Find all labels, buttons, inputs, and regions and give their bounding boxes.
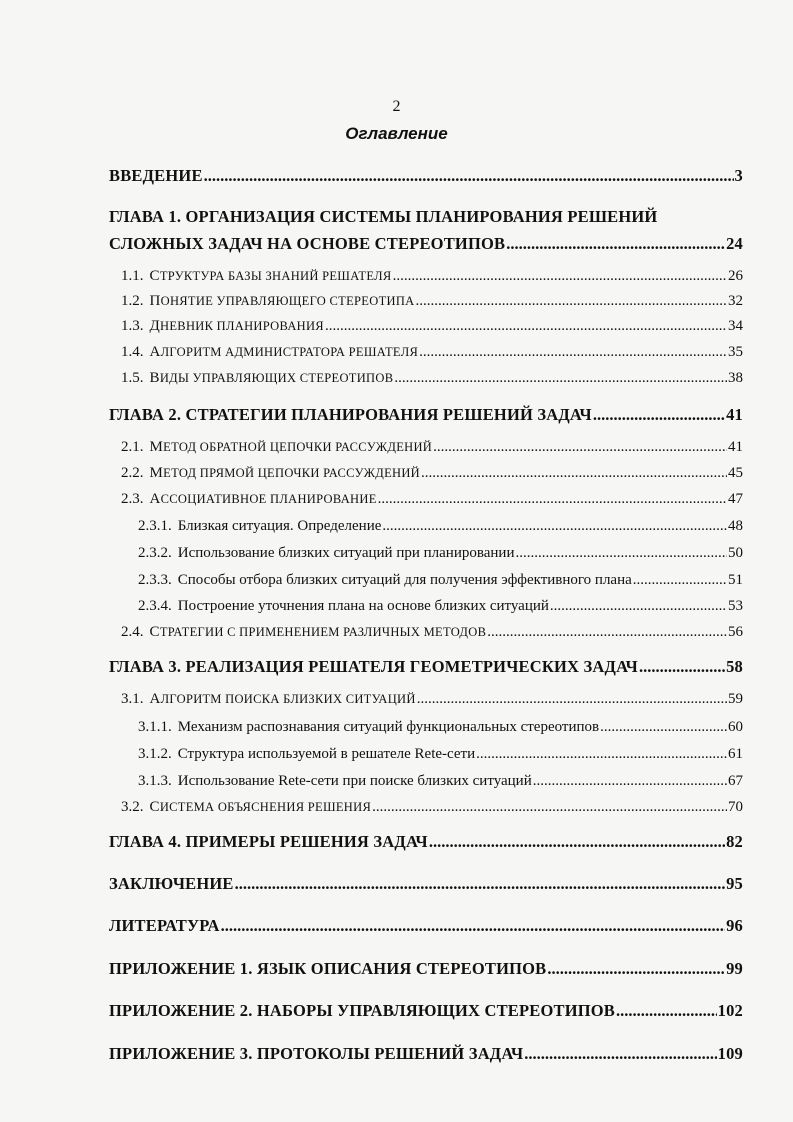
- toc-entry-page: 99: [726, 959, 743, 978]
- page-number: 2: [392, 98, 401, 115]
- toc-entry-page: 34: [728, 318, 743, 334]
- toc-entry-page: 61: [728, 746, 743, 762]
- toc-entry-subsection-2-3-2[interactable]: [138, 542, 743, 564]
- toc-entry-page: 24: [726, 234, 743, 253]
- toc-entry-introduction[interactable]: [109, 165, 743, 187]
- section-number: 3.1.: [121, 691, 144, 707]
- section-number: 2.2.: [121, 465, 144, 481]
- subsection-number: 3.1.3.: [138, 773, 172, 789]
- dot-leader: [378, 488, 727, 510]
- dot-leader: [533, 770, 727, 792]
- subsection-number: 3.1.2.: [138, 746, 172, 762]
- dot-leader: [393, 265, 727, 287]
- toc-entry-label: ГЛАВА 2. СТРАТЕГИИ ПЛАНИРОВАНИЯ РЕШЕНИЙ ЗАДАЧ: [109, 405, 592, 424]
- dot-leader: [419, 341, 727, 363]
- toc-entry-label: ГЛАВА 3. РЕАЛИЗАЦИЯ РЕШАТЕЛЯ ГЕОМЕТРИЧЕСКИХ ЗАДАЧ: [109, 657, 638, 676]
- section-title-initial: С: [149, 268, 160, 284]
- toc-entry-appendix-2[interactable]: [109, 1000, 743, 1022]
- section-number: 1.1.: [121, 268, 144, 284]
- dot-leader: [429, 831, 725, 853]
- toc-entry-subsection-2-3-4[interactable]: [138, 595, 743, 617]
- section-title-initial: Д: [149, 318, 161, 334]
- toc-entry-page: 35: [728, 344, 743, 360]
- dot-leader: [382, 515, 727, 537]
- section-title-initial: А: [149, 691, 161, 707]
- toc-entry-page: 26: [728, 268, 743, 284]
- dot-leader: [487, 621, 727, 643]
- toc-entry-section-1-2[interactable]: [121, 290, 743, 312]
- section-title: ИСТЕМА ОБЪЯСНЕНИЯ РЕШЕНИЯ: [159, 800, 372, 814]
- toc-entry-page: 41: [726, 405, 743, 424]
- toc-entry-page: 48: [728, 518, 743, 534]
- toc-entry-page: 67: [728, 773, 743, 789]
- toc-entry-section-3-2[interactable]: [121, 796, 743, 818]
- toc-entry-page: 51: [728, 572, 743, 588]
- toc-entry-section-3-1[interactable]: [121, 688, 743, 710]
- section-number: 2.1.: [121, 439, 144, 455]
- dot-leader: [516, 542, 728, 564]
- toc-entry-literature[interactable]: [109, 915, 743, 937]
- toc-entry-chapter-3[interactable]: [109, 656, 743, 678]
- toc-entry-chapter-4[interactable]: [109, 831, 743, 853]
- toc-entry-chapter-2[interactable]: [109, 404, 743, 426]
- section-title: ОНЯТИЕ УПРАВЛЯЮЩЕГО СТЕРЕОТИПА: [160, 294, 415, 308]
- dot-leader: [204, 165, 734, 187]
- toc-entry-chapter-1-line1[interactable]: ГЛАВА 1. ОРГАНИЗАЦИЯ СИСТЕМЫ ПЛАНИРОВАНИЯ РЕШЕНИЙ: [109, 207, 658, 226]
- toc-entry-subsection-3-1-3[interactable]: [138, 770, 743, 792]
- toc-entry-subsection-3-1-1[interactable]: [138, 716, 743, 738]
- dot-leader: [550, 595, 727, 617]
- toc-entry-page: 82: [726, 832, 743, 851]
- section-number: 2.4.: [121, 624, 144, 640]
- toc-entry-section-2-1[interactable]: [121, 436, 743, 458]
- dot-leader: [524, 1043, 716, 1065]
- toc-entry-section-1-3[interactable]: [121, 315, 743, 337]
- dot-leader: [616, 1000, 717, 1022]
- toc-entry-page: 32: [728, 293, 743, 309]
- toc-entry-subsection-2-3-3[interactable]: [138, 569, 743, 591]
- section-number: 3.2.: [121, 799, 144, 815]
- subsection-title: Использование Rete-сети при поиске близких ситуаций: [177, 773, 532, 789]
- toc-entry-section-2-3[interactable]: [121, 488, 743, 510]
- section-number: 1.2.: [121, 293, 144, 309]
- section-title-initial: А: [149, 344, 161, 360]
- toc-title: Оглавление: [345, 124, 448, 143]
- toc-entry-label: СЛОЖНЫХ ЗАДАЧ НА ОСНОВЕ СТЕРЕОТИПОВ: [109, 234, 506, 253]
- section-title: ЛГОРИТМ ПОИСКА БЛИЗКИХ СИТУАЦИЙ: [160, 692, 416, 706]
- dot-leader: [433, 436, 727, 458]
- toc-entry-appendix-3[interactable]: [109, 1043, 743, 1065]
- subsection-title: Построение уточнения плана на основе близких ситуаций: [177, 598, 549, 614]
- section-title-initial: М: [149, 439, 164, 455]
- section-title-initial: В: [149, 370, 160, 386]
- subsection-title: Механизм распознавания ситуаций функциональных стереотипов: [177, 719, 600, 735]
- dot-leader: [476, 743, 727, 765]
- section-title-initial: С: [149, 799, 160, 815]
- toc-entry-page: 38: [728, 370, 743, 386]
- toc-entry-label: ЗАКЛЮЧЕНИЕ: [109, 874, 234, 893]
- subsection-title: Способы отбора близких ситуаций для получения эффективного плана: [177, 572, 632, 588]
- section-title: ТРАТЕГИИ С ПРИМЕНЕНИЕМ РАЗЛИЧНЫХ МЕТОДОВ: [159, 625, 487, 639]
- toc-entry-page: 50: [728, 545, 743, 561]
- section-title-initial: С: [149, 624, 160, 640]
- dot-leader: [221, 915, 726, 937]
- section-number: 1.5.: [121, 370, 144, 386]
- subsection-number: 2.3.2.: [138, 545, 172, 561]
- section-title: ЛГОРИТМ АДМИНИСТРАТОРА РЕШАТЕЛЯ: [160, 345, 419, 359]
- toc-entry-page: 102: [717, 1001, 743, 1020]
- dot-leader: [394, 367, 727, 389]
- dot-leader: [547, 958, 725, 980]
- toc-entry-chapter-1[interactable]: [109, 233, 743, 255]
- toc-entry-label: ПРИЛОЖЕНИЕ 1. ЯЗЫК ОПИСАНИЯ СТЕРЕОТИПОВ: [109, 959, 547, 978]
- section-title: ИДЫ УПРАВЛЯЮЩИХ СТЕРЕОТИПОВ: [159, 371, 394, 385]
- toc-entry-section-2-4[interactable]: [121, 621, 743, 643]
- dot-leader: [372, 796, 727, 818]
- dot-leader: [325, 315, 727, 337]
- toc-entry-page: 96: [726, 916, 743, 935]
- dot-leader: [600, 716, 727, 738]
- toc-entry-section-1-1[interactable]: [121, 265, 743, 287]
- toc-entry-page: 53: [728, 598, 743, 614]
- toc-entry-page: 59: [728, 691, 743, 707]
- dot-leader: [235, 873, 725, 895]
- section-title: ТРУКТУРА БАЗЫ ЗНАНИЙ РЕШАТЕЛЯ: [159, 269, 392, 283]
- toc-entry-label: ПРИЛОЖЕНИЕ 3. ПРОТОКОЛЫ РЕШЕНИЙ ЗАДАЧ: [109, 1044, 524, 1063]
- subsection-number: 2.3.3.: [138, 572, 172, 588]
- toc-entry-subsection-3-1-2[interactable]: [138, 743, 743, 765]
- toc-entry-subsection-2-3-1[interactable]: [138, 515, 743, 537]
- toc-entry-page: 58: [726, 657, 743, 676]
- toc-entry-page: 95: [726, 874, 743, 893]
- toc-entry-page: 60: [728, 719, 743, 735]
- subsection-title: Структура используемой в решателе Rete-сети: [177, 746, 476, 762]
- section-title: ЕТОД ОБРАТНОЙ ЦЕПОЧКИ РАССУЖДЕНИЙ: [163, 440, 433, 454]
- subsection-number: 2.3.4.: [138, 598, 172, 614]
- subsection-number: 2.3.1.: [138, 518, 172, 534]
- section-title: ЕТОД ПРЯМОЙ ЦЕПОЧКИ РАССУЖДЕНИЙ: [163, 466, 421, 480]
- toc-entry-page: 109: [717, 1044, 743, 1063]
- subsection-title: Использование близких ситуаций при планировании: [177, 545, 515, 561]
- toc-entry-label: ПРИЛОЖЕНИЕ 2. НАБОРЫ УПРАВЛЯЮЩИХ СТЕРЕОТИПОВ: [109, 1001, 616, 1020]
- dot-leader: [417, 688, 727, 710]
- section-title: ССОЦИАТИВНОЕ ПЛАНИРОВАНИЕ: [160, 492, 377, 506]
- toc-entry-section-2-2[interactable]: [121, 462, 743, 484]
- toc-entry-label: ВВЕДЕНИЕ: [109, 166, 203, 185]
- section-number: 2.3.: [121, 491, 144, 507]
- dot-leader: [421, 462, 727, 484]
- toc-entry-conclusion[interactable]: [109, 873, 743, 895]
- dot-leader: [506, 233, 725, 255]
- section-title-initial: М: [149, 465, 164, 481]
- toc-entry-section-1-5[interactable]: [121, 367, 743, 389]
- dot-leader: [639, 656, 725, 678]
- toc-entry-appendix-1[interactable]: [109, 958, 743, 980]
- toc-entry-page: 45: [728, 465, 743, 481]
- toc-entry-page: 70: [728, 799, 743, 815]
- section-number: 1.4.: [121, 344, 144, 360]
- toc-entry-page: 47: [728, 491, 743, 507]
- subsection-number: 3.1.1.: [138, 719, 172, 735]
- toc-entry-label: ГЛАВА 4. ПРИМЕРЫ РЕШЕНИЯ ЗАДАЧ: [109, 832, 428, 851]
- section-title-initial: А: [149, 491, 161, 507]
- dot-leader: [593, 404, 725, 426]
- section-number: 1.3.: [121, 318, 144, 334]
- toc-entry-page: 56: [728, 624, 743, 640]
- toc-entry-page: 3: [734, 166, 743, 185]
- toc-entry-section-1-4[interactable]: [121, 341, 743, 363]
- dot-leader: [633, 569, 727, 591]
- section-title: НЕВНИК ПЛАНИРОВАНИЯ: [160, 319, 324, 333]
- toc-entry-label: ЛИТЕРАТУРА: [109, 916, 220, 935]
- toc-entry-page: 41: [728, 439, 743, 455]
- section-title-initial: П: [149, 293, 161, 309]
- dot-leader: [416, 290, 728, 312]
- subsection-title: Близкая ситуация. Определение: [177, 518, 382, 534]
